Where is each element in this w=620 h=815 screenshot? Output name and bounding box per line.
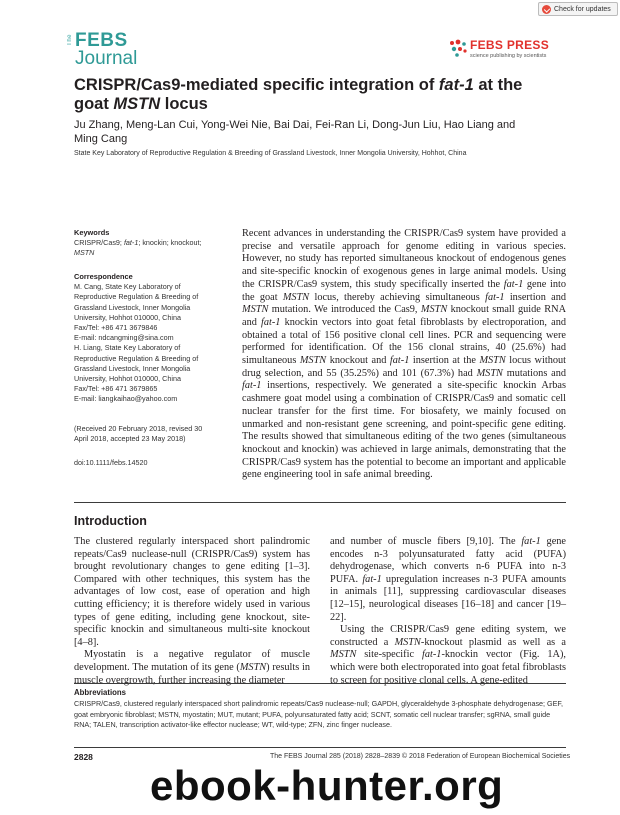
watermark: ebook-hunter.org — [150, 762, 504, 809]
febs-press-name: FEBS PRESS — [470, 38, 550, 52]
journal-logo-journal: Journal — [75, 48, 138, 69]
abbreviations-text: CRISPR/Cas9, clustered regularly interspaced short palindromic repeats/Cas9 nuclease-null; GAPDH, glyceraldehyde 3-phosphate dehydrogenase; GEF, goat embryonic fibroblast; MSTN, myostatin; MUT, mutant; PUFA, polyunsaturated fatty acid; SCNT, somatic cell nuclear transfer; sgRNA, small guide RNA; TALEN, transcription activator-like effector nuclease; WT, wild-type; ZFN, zinc finger nuclease. — [74, 699, 564, 730]
journal-logo-febs: FEBS — [75, 30, 128, 51]
correspondence-block: Correspondence M. Cang, State Key Laboratory of Reproductive Regulation & Breeding of Grassland Livestock, Inner Mongolia University, Hohhot 010000, China Fax/Tel: +86 471 3679846 E-mail: ndcangming@sina.com H. Liang, State Key Laboratory of Reproductive Regulation & Breeding of Grassland Livestock, Inner Mongolia University, Hohhot 010000, China Fax/Tel: +86 471 3679865 E-mail: liangkaihao@yahoo.com — [74, 272, 234, 405]
check-updates-label: Check for updates — [554, 5, 611, 13]
footer-divider — [74, 747, 566, 748]
keywords-block — [74, 228, 234, 259]
section-divider — [74, 502, 566, 503]
abstract: Recent advances in understanding the CRISPR/Cas9 system have provided a precise and versatile approach for genome editing in various species. However, no study has reported simultaneous knockout of endogenous genes and site-specific knockin of exogenous genes in large animal models. Using the CRISPR/Cas9 system, this study specifically inserted the fat-1 gene into the goat MSTN locus, thereby achieving simultaneous fat-1 insertion and MSTN mutation. We introduced the Cas9, MSTN knockout small guide RNA and fat-1 knockin vectors into goat fetal fibroblasts by electroporation, and obtained a total of 156 positive clonal cell lines. PCR and sequencing were performed for identification. Of the 156 clonal strains, 40 (25.6%) had simultaneous MSTN knockout and fat-1 insertion at the MSTN locus without drug selection, and 55 (35.25%) and 101 (67.3%) had MSTN mutations and fat-1 insertions, respectively. We generated a site-specific knockin Arbas cashmere goat model using a combination of CRISPR/Cas9 and somatic cell nuclear transfer for the first time. For biosafety, we mainly focused on unmarked and non-resistant gene screening, and point-specific gene editing. The results showed that simultaneous editing of the two genes (simultaneous knockout and knockin) was achieved in large animals, demonstrating that the CRISPR/Cas9 system has the potential to become an important and applicable gene engineering tool in safe animal breeding. — [242, 228, 567, 481]
correspondence-heading: Correspondence — [74, 272, 133, 281]
abbreviations-heading: Abbreviations — [74, 688, 126, 697]
intro-paragraph: The clustered regularly interspaced short palindromic repeats/Cas9 nuclease-null (CRISPR/Cas9) system has brought revolutionary changes to gene editing [1–3]. Compared with other techniques, this system has the advantages of low cost, ease of operation and high cutting efficiency; it is therefore widely used in various types of gene editing, including gene knockout, site-specific knockin and simultaneous multi-site knockout [4–8]. — [74, 536, 310, 648]
intro-paragraph: Myostatin is a negative regulator of muscle development. The mutation of its gene (MSTN) results in muscle overgrowth, further increasing the diameter — [74, 649, 310, 686]
journal-logo-the: The — [67, 34, 73, 46]
article-title: CRISPR/Cas9-mediated specific integration of fat-1 at the goat MSTN locus — [74, 76, 523, 113]
introduction-heading: Introduction — [74, 514, 147, 528]
author-list: Ju Zhang, Meng-Lan Cui, Yong-Wei Nie, Bai Dai, Fei-Ran Li, Dong-Jun Liu, Hao Liang and Ming Cang — [74, 119, 516, 145]
keywords-heading: Keywords — [74, 228, 110, 237]
febs-press-tagline: science publishing by scientists — [470, 53, 547, 59]
footer-citation: The FEBS Journal 285 (2018) 2828–2839 © 2018 Federation of European Biochemical Societies — [270, 753, 571, 760]
intro-paragraph: and number of muscle fibers [9,10]. The fat-1 gene encodes n-3 polyunsaturated fatty acid (PUFA) dehydrogenase, which converts n-6 PUFA into n-3 PUFA. fat-1 upregulation increases n-3 PUFA amounts in animals [11], suppressing cardiovascular diseases [12–15], neurological diseases [16–18] and cancer [19–22]. — [330, 536, 566, 623]
check-updates-icon — [542, 5, 551, 14]
journal-logo — [63, 30, 138, 72]
keywords-list: CRISPR/Cas9; fat-1; knockin; knockout; MSTN — [74, 238, 202, 258]
intro-right-column — [330, 536, 566, 687]
email-link-cang[interactable]: E-mail: ndcangming@sina.com — [74, 333, 174, 343]
check-for-updates-button[interactable] — [538, 2, 618, 16]
febs-press-dots-icon — [448, 38, 468, 58]
page-number: 2828 — [74, 752, 93, 762]
abbreviations-divider — [74, 683, 566, 684]
affiliation: State Key Laboratory of Reproductive Regulation & Breeding of Grassland Livestock, Inner Mongolia University, Hohhot, China — [74, 150, 467, 157]
publisher-logo — [448, 36, 558, 62]
intro-paragraph: Using the CRISPR/Cas9 gene editing system, we constructed a MSTN-knockout plasmid as well as a MSTN site-specific fat-1-knockin vector (Fig. 1A), which were both electroporated into goat fetal fibroblasts to screen for positive clonal cells. A gene-edited — [330, 624, 566, 686]
received-dates: (Received 20 February 2018, revised 30 April 2018, accepted 23 May 2018) — [74, 424, 203, 444]
intro-left-column — [74, 536, 310, 687]
email-link-liang[interactable]: E-mail: liangkaihao@yahoo.com — [74, 394, 178, 404]
doi-link[interactable]: doi:10.1111/febs.14520 — [74, 458, 148, 467]
